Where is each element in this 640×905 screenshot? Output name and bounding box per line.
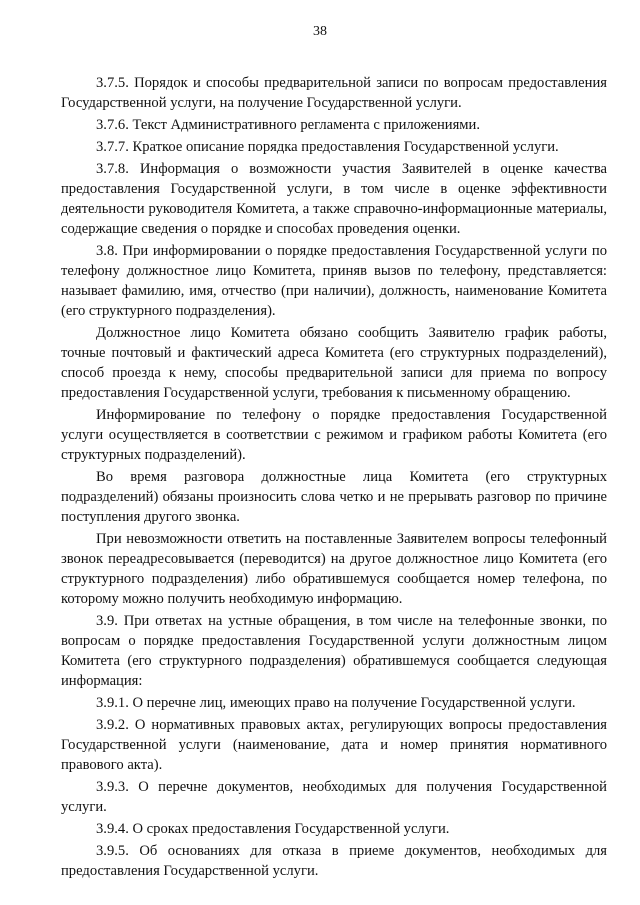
- page-number: 38: [313, 24, 327, 39]
- paragraph-3-9-3: 3.9.3. О перечне документов, необходимых для получения Государственной услуги.: [61, 779, 607, 815]
- paragraph-3-7-6: 3.7.6. Текст Административного регламента с приложениями.: [96, 117, 480, 133]
- paragraph-3-9-5: 3.9.5. Об основаниях для отказа в приеме документов, необходимых для предоставления Государственной услуги.: [61, 843, 607, 879]
- paragraph-3-9: 3.9. При ответах на устные обращения, в том числе на телефонные звонки, по вопросам о порядке предоставления Государственной услуги должностным лицом Комитета (его структурного подразделения) обратившемуся сообщается следующая информация:: [61, 613, 607, 689]
- paragraph-3-9-2: 3.9.2. О нормативных правовых актах, регулирующих вопросы предоставления Государственной услуги (наименование, дата и номер принятия нормативного правового акта).: [61, 717, 607, 773]
- paragraph-3-7-5: 3.7.5. Порядок и способы предварительной записи по вопросам предоставления Государственной услуги, на получение Государственной услуги.: [61, 75, 607, 111]
- paragraph-conversation-rules: Во время разговора должностные лица Комитета (его структурных подразделений) обязаны произносить слова четко и не прерывать разговор по причине поступления другого звонка.: [61, 469, 607, 525]
- paragraph-3-7-7: 3.7.7. Краткое описание порядка предоставления Государственной услуги.: [96, 139, 559, 155]
- paragraph-3-9-1: 3.9.1. О перечне лиц, имеющих право на получение Государственной услуги.: [96, 695, 576, 711]
- paragraph-schedule-info: Должностное лицо Комитета обязано сообщить Заявителю график работы, точные почтовый и фактический адреса Комитета (его структурных подразделений), способ проезда к нему, способы предварительной записи для приема по вопросу предоставления Государственной услуги, требования к письменному обращению.: [61, 325, 607, 401]
- paragraph-3-7-8: 3.7.8. Информация о возможности участия Заявителей в оценке качества предоставления Государственной услуги, в том числе в оценке эффективности деятельности руководителя Комитета, а также справочно-информационные материалы, содержащие сведения о порядке и способах проведения оценки.: [61, 161, 607, 237]
- paragraph-call-redirect: При невозможности ответить на поставленные Заявителем вопросы телефонный звонок переадресовывается (переводится) на другое должностное лицо Комитета (его структурного подразделения) либо обратившемуся сообщается номер телефона, по которому можно получить необходимую информацию.: [61, 531, 607, 607]
- paragraph-3-8: 3.8. При информировании о порядке предоставления Государственной услуги по телефону должностное лицо Комитета, приняв вызов по телефону, представляется: называет фамилию, имя, отчество (при наличии), должность, наименование Комитета (его структурного подразделения).: [61, 243, 607, 319]
- document-body: [61, 73, 607, 883]
- paragraph-3-9-4: 3.9.4. О сроках предоставления Государственной услуги.: [96, 821, 450, 837]
- paragraph-phone-info: Информирование по телефону о порядке предоставления Государственной услуги осуществляется в соответствии с режимом и графиком работы Комитета (его структурных подразделений).: [61, 407, 607, 463]
